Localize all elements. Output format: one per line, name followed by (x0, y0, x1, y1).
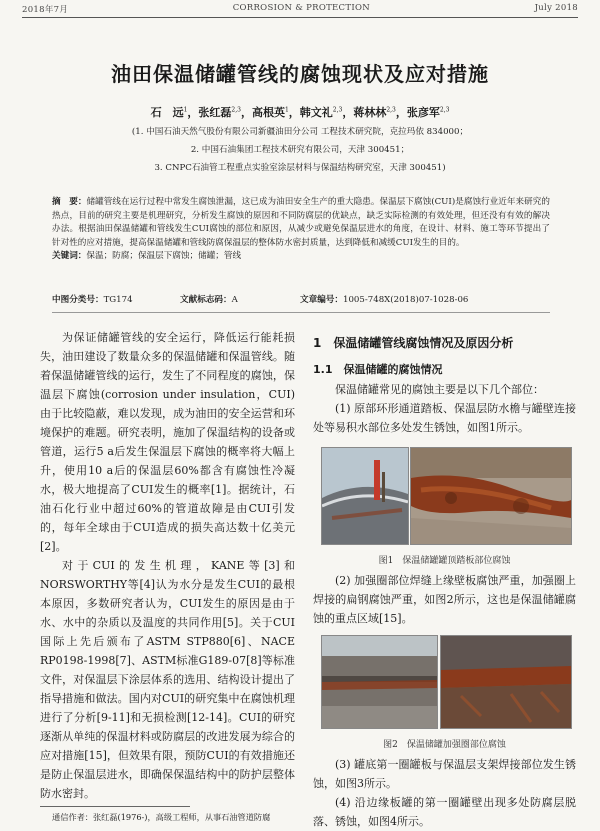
author-affiliation-mark: 2,3 (332, 106, 343, 114)
affiliation-1: (1. 中国石油天然气股份有限公司新疆油田分公司 工程技术研究院，克拉玛依 834000； (131, 127, 469, 137)
header-date-en: July 2018 (534, 3, 578, 13)
abstract (52, 196, 550, 264)
section-heading: 1 保温储罐管线腐蚀情况及原因分析 (313, 336, 514, 350)
clc-value: TG174 (103, 295, 133, 305)
right-paragraph-4: (3) 罐底第一圈罐板与保温层支架焊接部位发生锈蚀，如图3所示。 (313, 758, 576, 790)
author-list: 石 远$^1$，张红磊$^{2,3}$，高根英$^1$，韩文礼$^{2,3}$，蒋林林$^{2,3}$，张彦军$^{2,3}$ (150, 106, 450, 119)
intro-paragraph-2: 对于CUI的发生机理，KANE等[3]和NORSWORTHY等[4]认为水分是发生CUI的最根本原因，多数研究者认为，CUI发生的原因是由于水、水中的杂质以及温度的共同作用[5]。关于CUI国际上先后颁布了ASTM STP880[6]、NACE RP0198-1998[7]、ASTM标准G189-07[8]等标准文件，对保温层下涂层体系的选用、结构设计提出了指导措施和做法。国内对CUI的研究集中在腐蚀机理进行了分析[9-11]和无损检测[12-14]。CUI的研究逐渐从单纯的保温材料或防腐层的改进发展为综合的应对措施[15]，但效果有限，预防CUI的有效措施还是防止保温层进水，即确保保温结构中的防护层整体防水密封。 (40, 559, 295, 800)
tank-roof-photo (322, 448, 408, 544)
author-affiliation-mark: 2,3 (386, 106, 396, 114)
figure-2-photo-right (440, 635, 572, 729)
author-name: 高根英 (251, 106, 285, 119)
author-name: 石 远 (150, 106, 184, 119)
author-name: 张彦军 (406, 106, 440, 119)
author-affiliation-mark: 1 (284, 106, 289, 114)
affiliation-2: 2. 中国石油集团工程技术研究有限公司，天津 300451； (190, 145, 410, 155)
doc-code (180, 293, 238, 305)
rust-closeup-photo (411, 448, 571, 544)
doc-value: A (231, 295, 238, 305)
figure-2-caption: 图2 保温储罐加强圈部位腐蚀 (383, 740, 506, 750)
article-label: 文章编号： (300, 295, 343, 305)
footnote-rule (40, 806, 190, 807)
right-paragraph-5: (4) 沿边缘板罐的第一圈罐壁出现多处防腐层脱落、锈蚀，如图4所示。 (313, 796, 576, 828)
clc-number (52, 293, 133, 305)
author-name: 蒋林林 (353, 106, 387, 119)
right-paragraph-1: 保温储罐常见的腐蚀主要是以下几个部位： (335, 383, 544, 396)
figure-2-photo-left (321, 635, 438, 729)
ring-rust-closeup-photo (441, 636, 571, 728)
footnote: 通信作者：张红磊(1976-)，高级工程师，从事石油管道防腐 (52, 812, 271, 822)
subsection-heading: 1.1 保温储罐的腐蚀情况 (313, 363, 443, 376)
right-paragraph-2: (1) 原部环形通道踏板、保温层防水檐与罐壁连接处等易积水部位多处发生锈蚀，如图1所示。 (313, 402, 576, 434)
header-journal: CORROSION & PROTECTION (232, 3, 370, 13)
abstract-label: 摘 要： (52, 197, 87, 207)
right-paragraph-3: (2) 加强圈部位焊缝上缘壁板腐蚀严重，加强圈上焊接的扁钢腐蚀严重，如图2所示，这也是保温储罐腐蚀的重点区域[15]。 (313, 574, 576, 625)
keywords-label: 关键词： (52, 251, 87, 262)
article-value: 1005-748X(2018)07-1028-06 (342, 295, 469, 305)
right-column-mid (313, 571, 576, 628)
author-name: 韩文礼 (299, 106, 333, 119)
author-name: 张红磊 (198, 106, 232, 119)
figure-1-photo-right (410, 447, 572, 545)
stiffener-ring-photo (322, 636, 437, 728)
running-header (22, 3, 578, 15)
doc-label: 文献标志码： (180, 295, 232, 305)
paper-title: 油田保温储罐管线的腐蚀现状及应对措施 (111, 62, 489, 86)
author-affiliation-mark: 2,3 (231, 106, 241, 114)
abstract-rule (52, 312, 550, 313)
figure-1-caption: 图1 保温储罐罐顶踏板部位腐蚀 (378, 556, 511, 566)
header-date: 2018年7月 (22, 5, 69, 15)
header-rule (22, 17, 578, 18)
figure-1-photo-left (321, 447, 409, 545)
left-column (40, 328, 295, 803)
article-number (300, 293, 468, 305)
right-column-top (313, 380, 576, 437)
intro-paragraph-1: 为保证储罐管线的安全运行，降低运行能耗损失，油田建设了数量众多的保温储罐和保温管线。随着保温储罐管线的运行，发生了不同程度的腐蚀，保温层下腐蚀(corrosion under insulation，CUI)由于比较隐蔽，难以发现，成为油田的安全运营和环境保护的难题。研究表明，施加了保温结构的设备或管道，运行5 a后发生保温层下腐蚀的概率将大幅上升，使用10 a后的保温层60%都含有腐蚀性冷凝水，极大地提高了CUI发生的概率[1]。据统计，石油石化行业中超过60%的管道故障是由CUI引发的，每年全球由于CUI造成的损失高达数十亿美元[2]。 (40, 331, 295, 553)
abstract-text: 储罐管线在运行过程中常发生腐蚀泄漏，这已成为油田安全生产的重大隐患。保温层下腐蚀(CUI)是腐蚀行业近年来研究的热点，目前的研究主要是机理研究，分析发生腐蚀的原因和不同防腐层的优缺点，缺乏实际检测的有效处理，但还没有有效的解决办法。根据油田保温储罐和管线发生CUI腐蚀的部位和原因，从减少或避免保温层进水的角度，在设计、材料、施工等环节提出了针对性的应对措施，提高保温储罐和管线防腐保温层的整体防水密封质量，达到降低和减缓CUI发生的目的。 (52, 197, 550, 248)
author-affiliation-mark: 2,3 (439, 106, 450, 114)
keywords-text: 保温；防腐；保温层下腐蚀；储罐；管线 (86, 251, 242, 262)
author-affiliation-mark: 1 (183, 106, 188, 114)
affiliation-3: 3. CNPC石油管工程重点实验室涂层材料与保温结构研究室，天津 300451) (154, 163, 446, 173)
right-column-bottom (313, 755, 576, 831)
clc-label: 中图分类号： (52, 295, 104, 305)
